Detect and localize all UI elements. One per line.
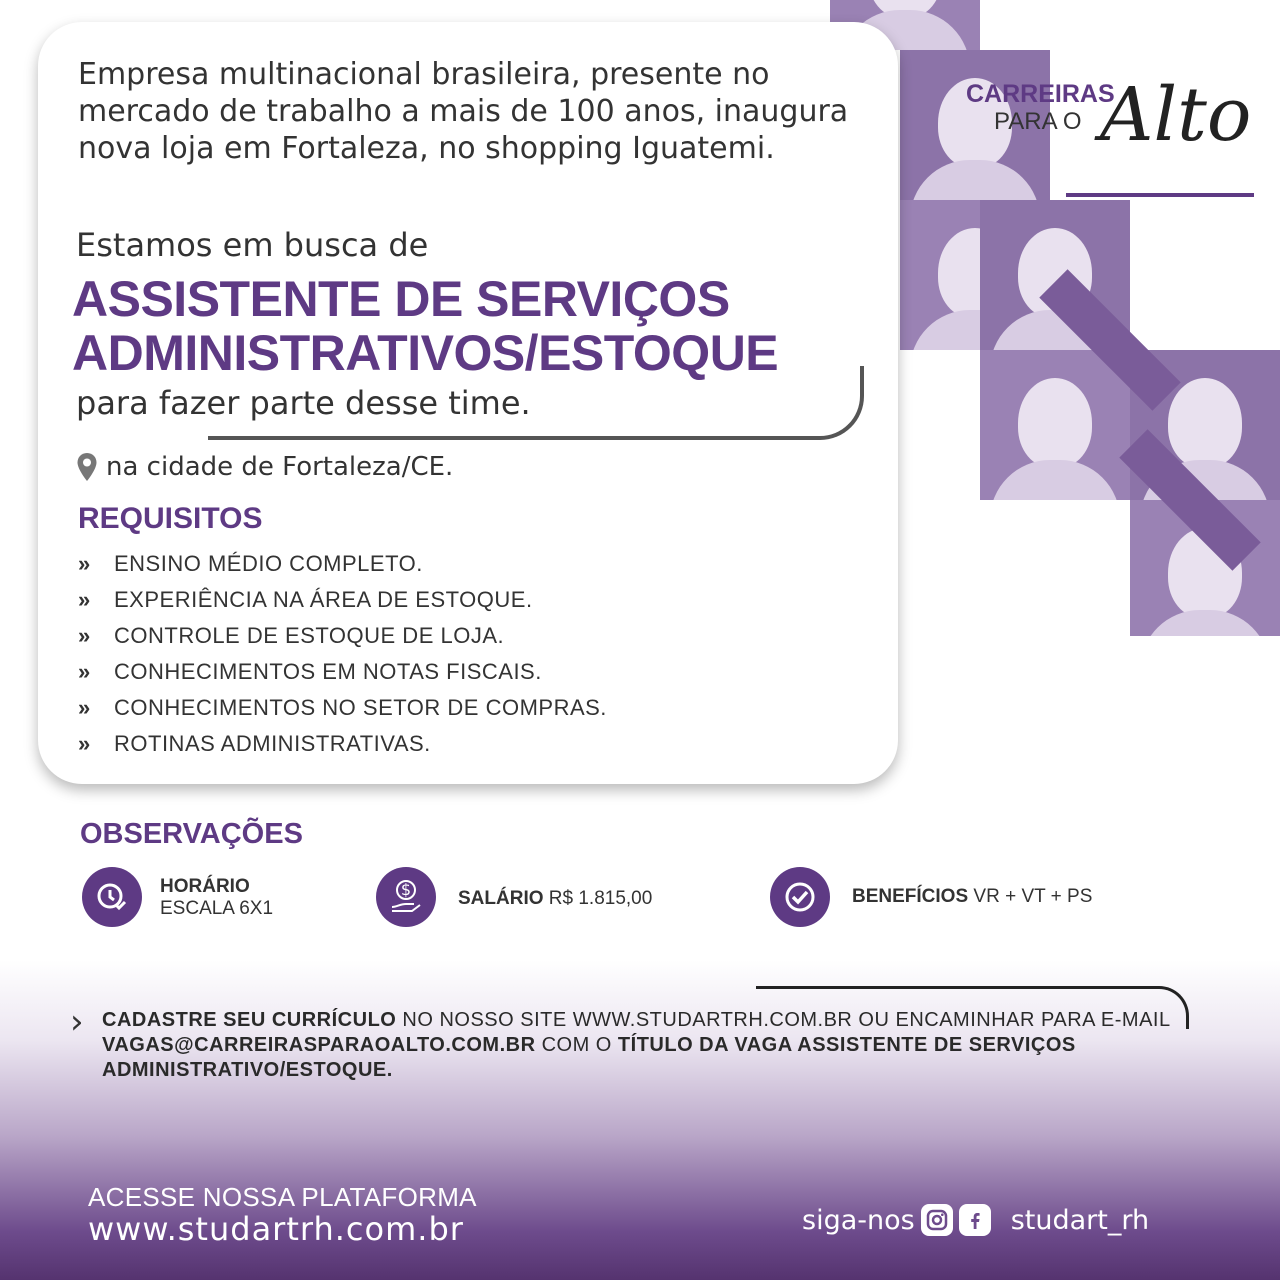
location-text: na cidade de Fortaleza/CE. [106,452,454,482]
job-title-line1: ASSISTENTE DE SERVIÇOS [72,271,730,327]
social-links [802,1204,1149,1236]
observations-title: OBSERVAÇÕES [80,818,303,850]
double-chevron-icon: » [78,695,91,720]
platform-url-link[interactable]: www.studartrh.com.br [88,1210,464,1248]
logo-underline [1066,193,1254,197]
map-pin-icon [76,452,98,482]
seeking-text: Estamos em busca de [76,226,429,264]
list-item: » ROTINAS ADMINISTRATIVAS. [78,731,431,756]
schedule-info: HORÁRIO ESCALA 6X1 [160,876,274,919]
list-item: » CONHECIMENTOS NO SETOR DE COMPRAS. [78,695,607,720]
photo-tile [980,350,1130,500]
benefits-info: BENEFÍCIOS VR + VT + PS [852,886,1093,907]
team-text: para fazer parte desse time. [76,384,531,422]
list-item: » CONTROLE DE ESTOQUE DE LOJA. [78,623,505,648]
double-chevron-icon: » [78,551,91,576]
instagram-icon[interactable] [921,1204,953,1236]
requirements-list [78,546,607,762]
double-chevron-icon: » [78,659,91,684]
facebook-icon[interactable] [959,1204,991,1236]
list-item: » CONHECIMENTOS EM NOTAS FISCAIS. [78,659,542,684]
salary-info: SALÁRIO R$ 1.815,00 [458,888,653,909]
check-badge-icon [770,867,830,927]
follow-label: siga-nos [802,1204,915,1236]
logo-para-o: PARA O [994,108,1082,135]
requirements-title: REQUISITOS [78,502,263,535]
application-instructions: CADASTRE SEU CURRÍCULO NO NOSSO SITE WWW.STUDARTRH.COM.BR OU ENCAMINHAR PARA E-MAIL VAGAS@CARREIRASPARAOALTO.COM.BR COM O TÍTULO DA VAGA ASSISTENTE DE SERVIÇOS ADMINISTRATIVO/ESTOQUE. [102,1009,1170,1081]
location [76,452,453,482]
job-title-line2: ADMINISTRATIVOS/ESTOQUE [72,325,779,381]
list-item: » EXPERIÊNCIA NA ÁREA DE ESTOQUE. [78,587,533,612]
list-item: » ENSINO MÉDIO COMPLETO. [78,551,423,576]
double-chevron-icon: » [78,623,91,648]
company-intro: Empresa multinacional brasileira, presente no mercado de trabalho a mais de 100 anos, inaugura nova loja em Fortaleza, no shopping Iguatemi. [78,57,849,166]
logo-carreiras: CARREIRAS [966,80,1115,108]
platform-label: ACESSE NOSSA PLATAFORMA [88,1182,477,1212]
chevron-right-icon: › [70,1002,84,1042]
double-chevron-icon: » [78,587,91,612]
svg-text:$: $ [400,880,412,899]
job-title [72,272,862,380]
logo-alto-script: Alto [1100,72,1252,158]
salary-hand-icon [376,867,436,927]
social-handle: studart_rh [1010,1204,1150,1236]
clock-icon [82,867,142,927]
double-chevron-icon: » [78,731,91,756]
